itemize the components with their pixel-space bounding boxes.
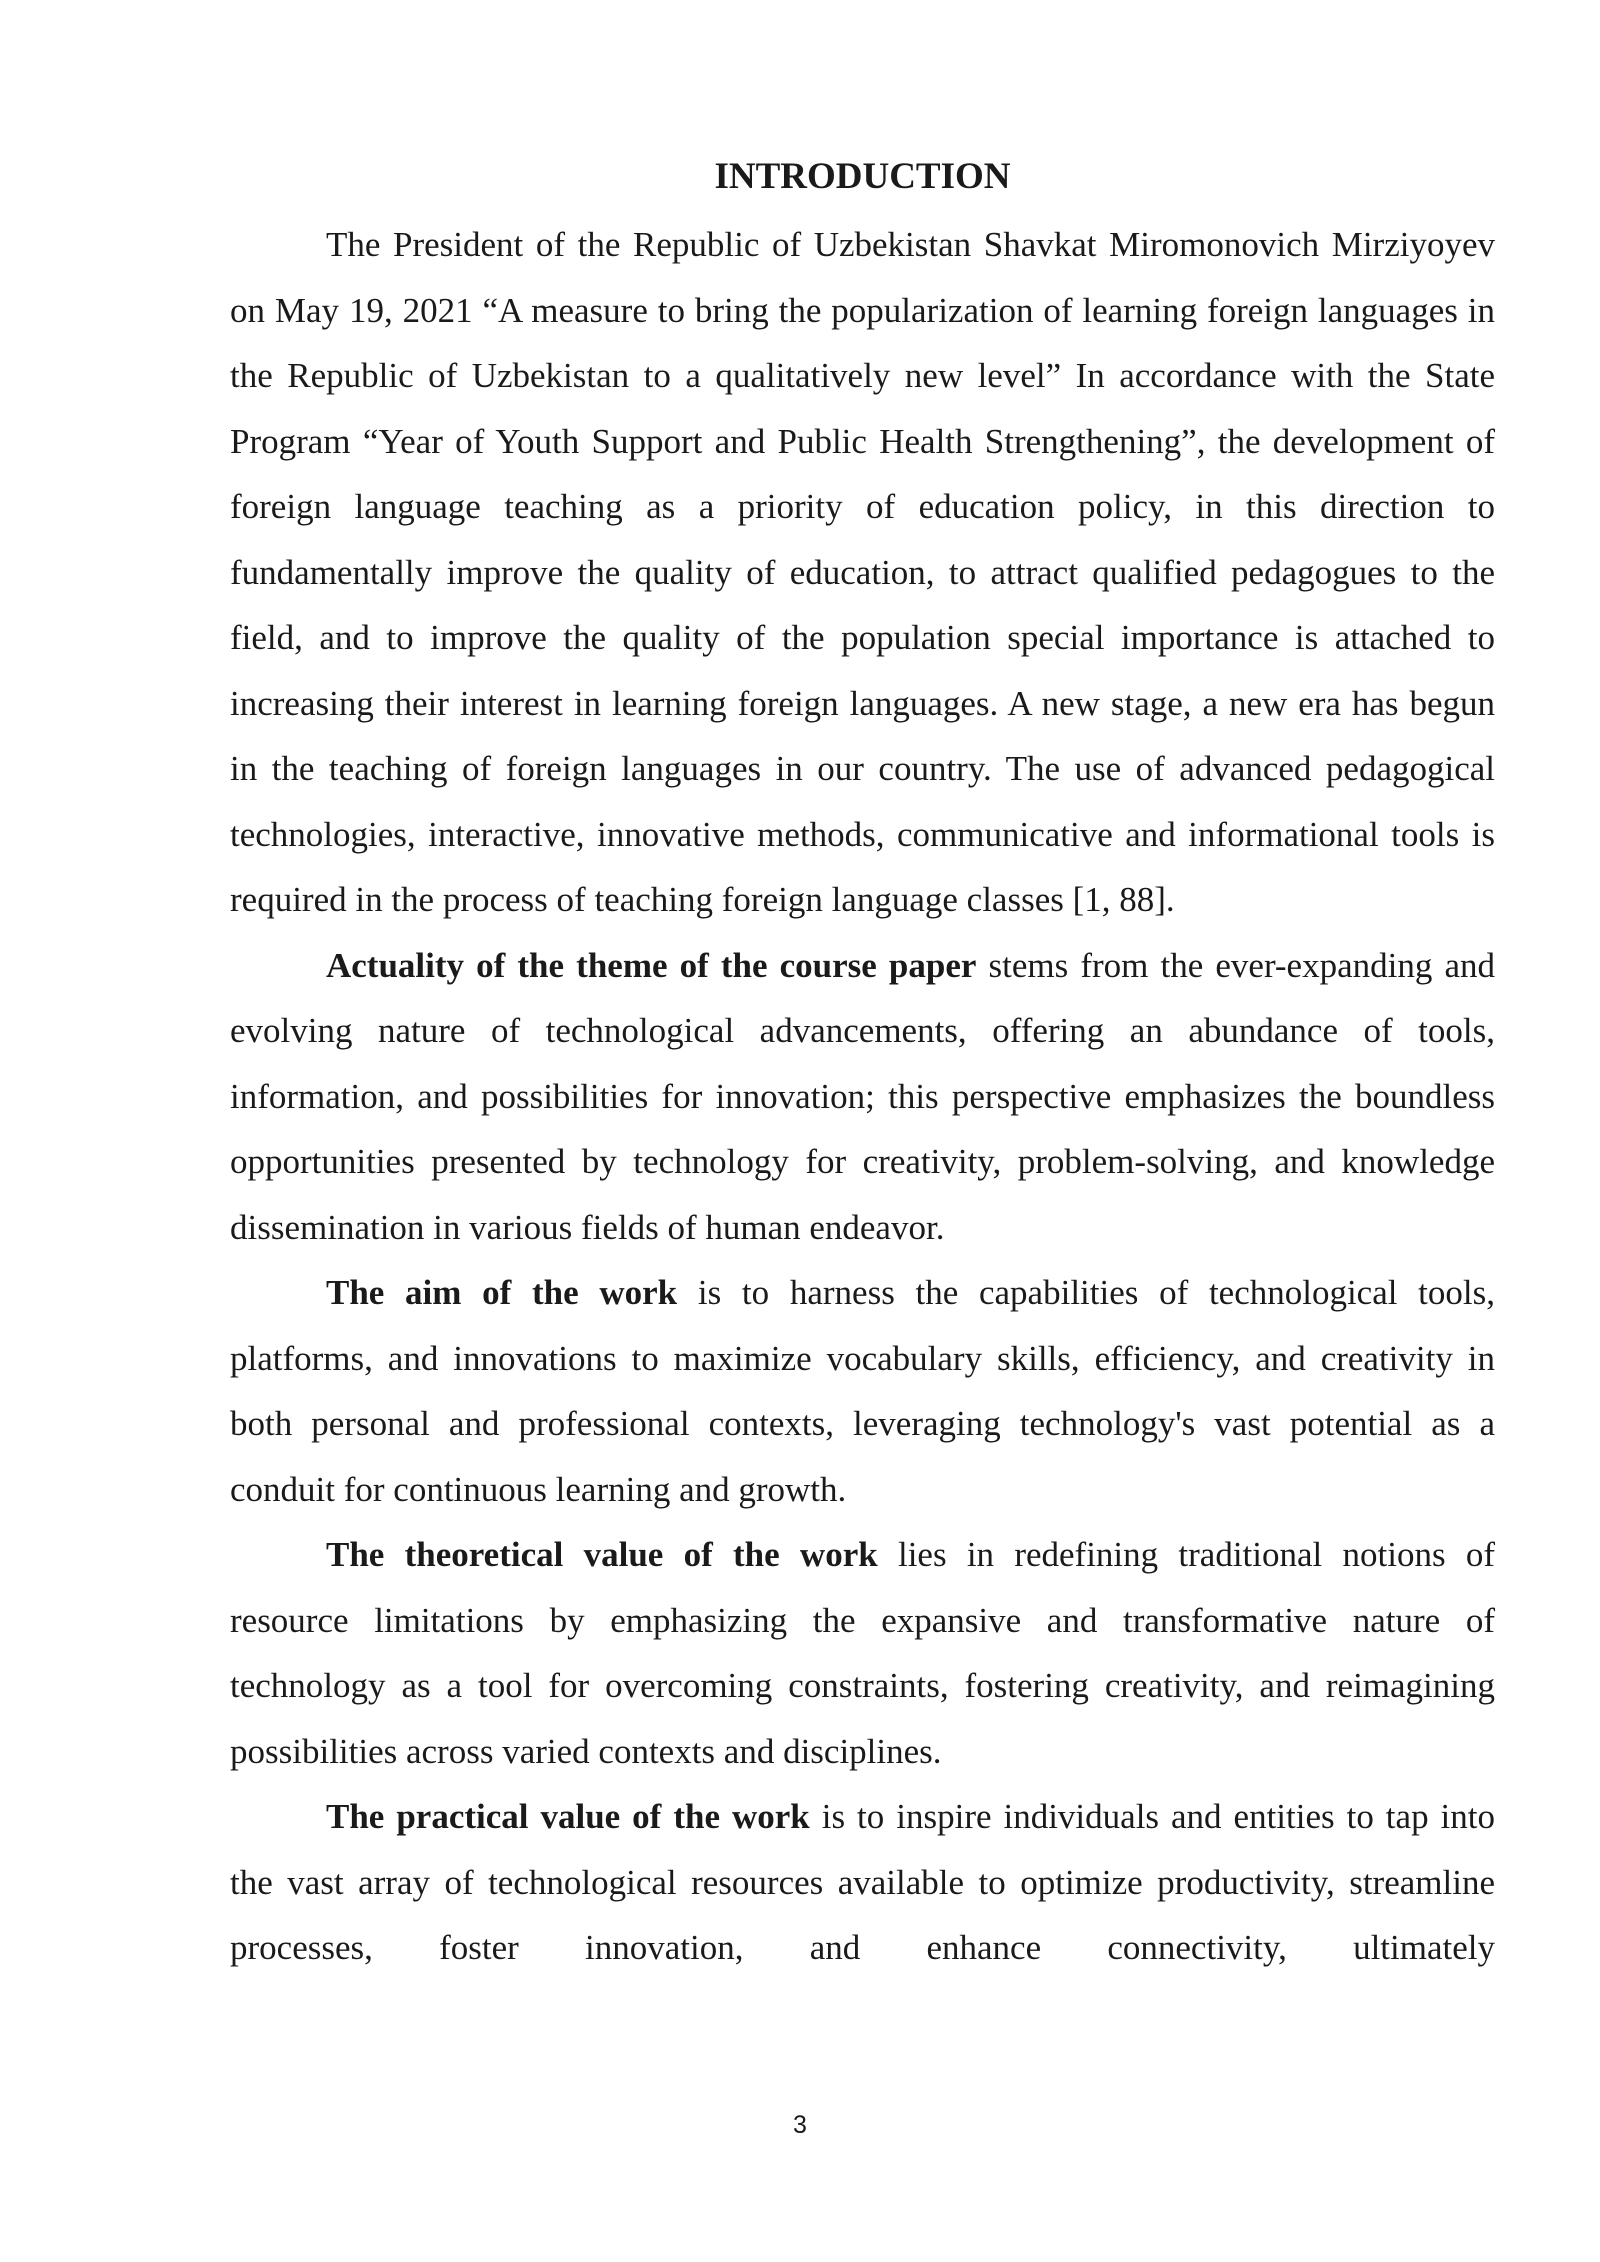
paragraph-practical-value-heading: The practical value of the work (326, 1797, 810, 1836)
paragraph-aim-text: is to harness the capabilities of technological tools, platforms, and innovations to maximize vocabulary skills, efficiency, and creativity in both personal and professional contexts, leveraging technology's vast potential as a conduit for continuous learning and growth. (230, 1273, 1496, 1509)
paragraph-aim-heading: The aim of the work (326, 1273, 678, 1312)
paragraph-theoretical-value-heading: The theoretical value of the work (326, 1535, 878, 1574)
paragraph-theoretical-value-text: lies in redefining traditional notions of resource limitations by emphasizing the expansive and transformative nature of technology as a tool for overcoming constraints, fostering creativity, and reimagining possibilities across varied contexts and disciplines. (230, 1535, 1495, 1771)
paragraph-intro-text: The President of the Republic of Uzbekistan Shavkat Miromonovich Mirziyoyev on May 19, 2021 “A measure to bring the popularization of learning foreign languages in the Republic of Uzbekistan to a qualitatively new level” In accordance with the State Program “Year of Youth Support and Public Health Strengthening”, the development of foreign language teaching as a priority of education policy, in this direction to fundamentally improve the quality of education, to attract qualified pedagogues to the field, and to improve the quality of the population special importance is attached to increasing their interest in learning foreign languages. A new stage, a new era has begun in the teaching of foreign languages in our country. The use of advanced pedagogical technologies, interactive, innovative methods, communicative and informational tools is required in the process of teaching foreign language classes [1, 88]. (230, 225, 1495, 919)
paragraph-intro (230, 212, 1495, 933)
paragraph-practical-value (230, 1784, 1495, 1981)
paragraph-practical-value-text: is to inspire individuals and entities to tap into the vast array of technological resources available to optimize productivity, streamline processes, foster innovation, and enhance connectivity, ultimately (230, 1797, 1495, 1967)
paragraph-actuality (230, 933, 1495, 1261)
page-number: 3 (793, 2111, 807, 2139)
paragraph-aim (230, 1260, 1495, 1522)
paragraph-actuality-text: stems from the ever-expanding and evolving nature of technological advancements, offering an abundance of tools, information, and possibilities for innovation; this perspective emphasizes the boundless opportunities presented by technology for creativity, problem-solving, and knowledge dissemination in various fields of human endeavor. (230, 945, 1495, 1247)
page-content (230, 148, 1495, 1981)
page-title: INTRODUCTION (714, 156, 1011, 197)
paragraph-actuality-heading: Actuality of the theme of the course paper (326, 945, 977, 985)
paragraph-theoretical-value (230, 1522, 1495, 1784)
